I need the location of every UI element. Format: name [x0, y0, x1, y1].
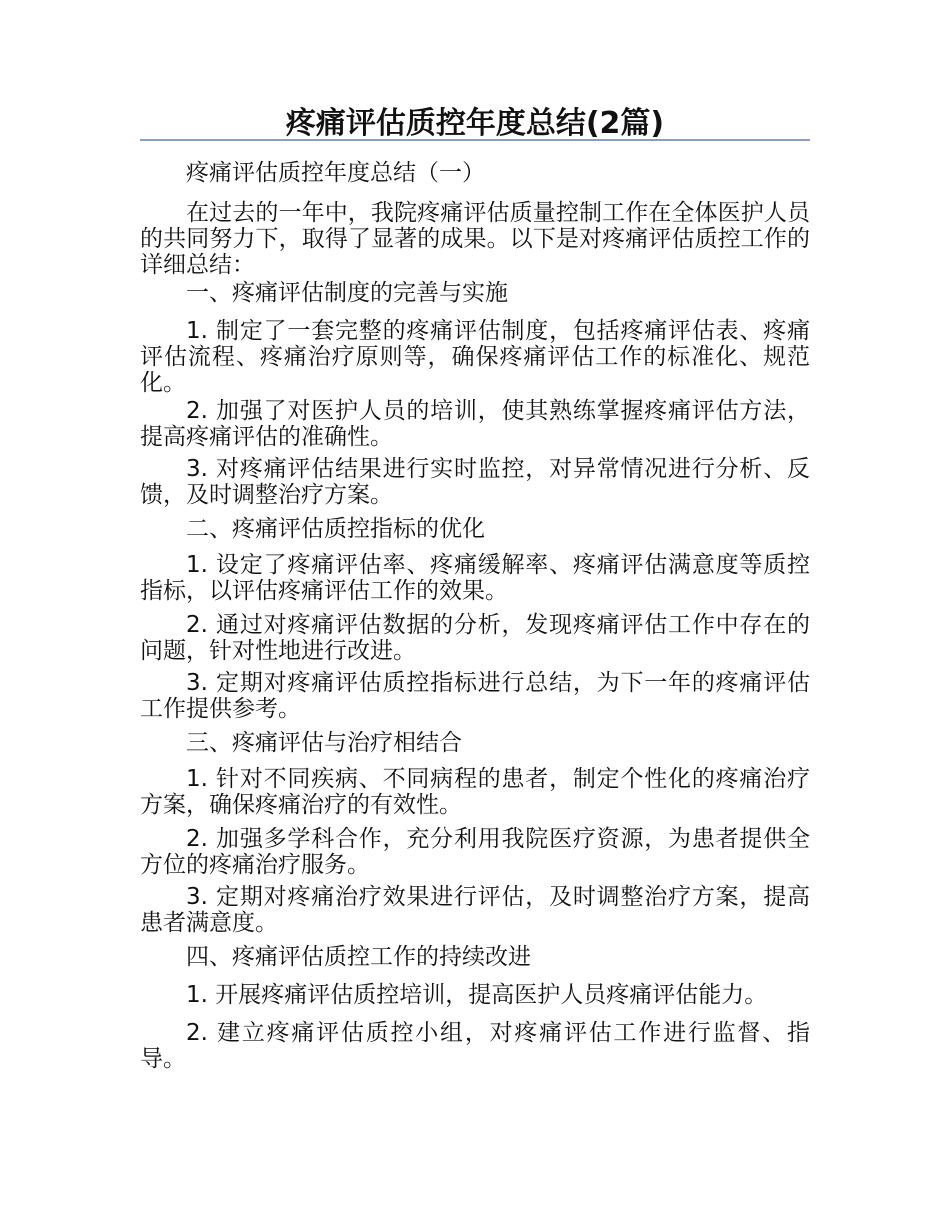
list-item: 1. 针对不同疾病、不同病程的患者，制定个性化的疼痛治疗方案，确保疼痛治疗的有效性。 [140, 766, 810, 818]
list-item: 2. 通过对疼痛评估数据的分析，发现疼痛评估工作中存在的问题，针对性地进行改进。 [140, 612, 810, 664]
title-underline [140, 139, 810, 141]
document-title: 疼痛评估质控年度总结(2篇) [285, 106, 665, 141]
list-item: 3. 定期对疼痛评估质控指标进行总结，为下一年的疼痛评估工作提供参考。 [140, 670, 810, 722]
part-subtitle: 疼痛评估质控年度总结（一） [186, 160, 485, 186]
section-heading: 四、疼痛评估质控工作的持续改进 [186, 944, 531, 970]
list-item: 2. 建立疼痛评估质控小组，对疼痛评估工作进行监督、指导。 [140, 1020, 810, 1072]
list-item: 2. 加强多学科合作，充分利用我院医疗资源，为患者提供全方位的疼痛治疗服务。 [140, 826, 810, 878]
section-heading: 二、疼痛评估质控指标的优化 [186, 516, 485, 542]
section-heading: 三、疼痛评估与治疗相结合 [186, 730, 462, 756]
list-item: 1. 开展疼痛评估质控培训，提高医护人员疼痛评估能力。 [186, 982, 768, 1008]
list-item: 3. 定期对疼痛治疗效果进行评估，及时调整治疗方案，提高患者满意度。 [140, 884, 810, 936]
list-item: 1. 设定了疼痛评估率、疼痛缓解率、疼痛评估满意度等质控指标，以评估疼痛评估工作的效果。 [140, 552, 810, 604]
list-item: 2. 加强了对医护人员的培训，使其熟练掌握疼痛评估方法，提高疼痛评估的准确性。 [140, 398, 810, 450]
intro-paragraph: 在过去的一年中，我院疼痛评估质量控制工作在全体医护人员的共同努力下，取得了显著的成果。以下是对疼痛评估质控工作的详细总结： [140, 200, 810, 278]
list-item: 3. 对疼痛评估结果进行实时监控，对异常情况进行分析、反馈，及时调整治疗方案。 [140, 456, 810, 508]
section-heading: 一、疼痛评估制度的完善与实施 [186, 280, 508, 306]
list-item: 1. 制定了一套完整的疼痛评估制度，包括疼痛评估表、疼痛评估流程、疼痛治疗原则等，确保疼痛评估工作的标准化、规范化。 [140, 318, 810, 396]
